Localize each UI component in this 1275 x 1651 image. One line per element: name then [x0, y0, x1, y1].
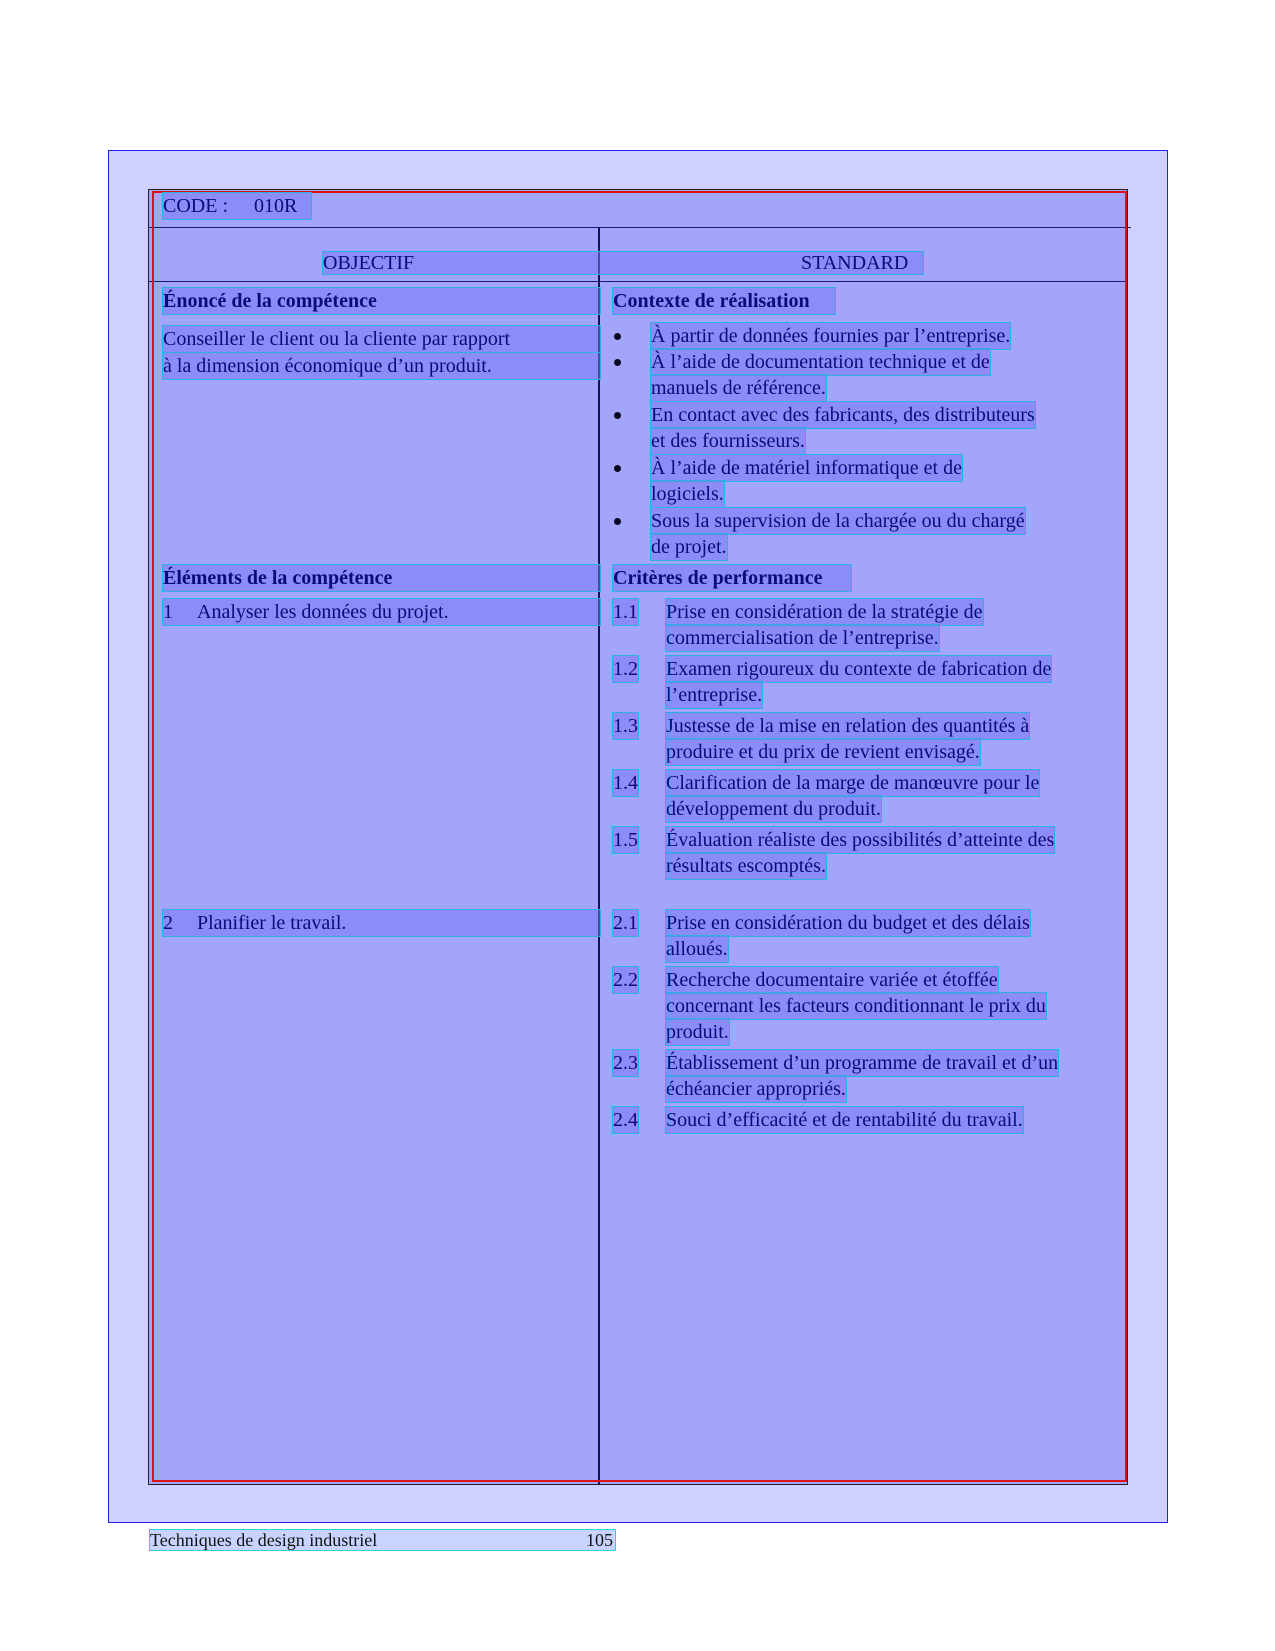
critere-2-1-cont: alloués. — [666, 938, 728, 960]
critere-2-3-cont: échéancier appropriés. — [666, 1078, 846, 1100]
bullet — [614, 412, 621, 419]
critere-2-2: Recherche documentaire variée et étoffée — [666, 969, 998, 991]
critere-1-3: Justesse de la mise en relation des quantités à — [666, 715, 1030, 737]
contexte-item-4: À l’aide de matériel informatique et de — [651, 457, 962, 479]
standard-header: STANDARD — [801, 252, 909, 274]
bullet — [614, 465, 621, 472]
enonce-line-2: à la dimension économique d’un produit. — [163, 353, 600, 379]
critere-number: 1.3 — [613, 715, 638, 737]
element-number: 1 — [163, 601, 173, 623]
contexte-item-5-cont: de projet. — [651, 536, 727, 558]
criteres-title: Critères de performance — [613, 565, 851, 591]
page-footer — [150, 1530, 615, 1550]
bullet — [614, 359, 621, 366]
contexte-item-1: À partir de données fournies par l’entreprise. — [651, 325, 1011, 347]
enonce-title: Énoncé de la compétence — [163, 288, 600, 314]
contexte-item-4-cont: logiciels. — [651, 483, 724, 505]
element-text: Analyser les données du projet. — [197, 601, 449, 623]
contexte-item-2: À l’aide de documentation technique et de — [651, 351, 990, 373]
element-2 — [163, 910, 600, 936]
critere-2-4: Souci d’efficacité et de rentabilité du travail. — [666, 1109, 1023, 1131]
bullet — [614, 518, 621, 525]
bullet — [614, 333, 621, 340]
objectif-header: OBJECTIF — [323, 252, 415, 274]
contexte-item-2-cont: manuels de référence. — [651, 377, 826, 399]
enonce-line-1: Conseiller le client ou la cliente par rapport — [163, 326, 600, 352]
critere-number: 1.1 — [613, 601, 638, 623]
critere-number: 2.4 — [613, 1109, 638, 1131]
critere-1-3-cont: produire et du prix de revient envisagé. — [666, 741, 980, 763]
column-divider — [598, 228, 600, 1485]
critere-number: 2.1 — [613, 912, 638, 934]
page-number: 105 — [586, 1530, 613, 1550]
critere-1-5: Évaluation réaliste des possibilités d’atteinte des — [666, 829, 1055, 851]
contexte-item-3-cont: et des fournisseurs. — [651, 430, 805, 452]
element-text: Planifier le travail. — [197, 912, 347, 934]
element-number: 2 — [163, 912, 173, 934]
critere-number: 2.2 — [613, 969, 638, 991]
critere-number: 1.4 — [613, 772, 638, 794]
header-rule — [148, 227, 1131, 228]
critere-1-2-cont: l’entreprise. — [666, 684, 763, 706]
critere-1-4-cont: développement du produit. — [666, 798, 881, 820]
critere-number: 2.3 — [613, 1052, 638, 1074]
critere-2-2-cont-2: produit. — [666, 1021, 729, 1043]
critere-1-1: Prise en considération de la stratégie de — [666, 601, 983, 623]
contexte-title: Contexte de réalisation — [613, 288, 835, 314]
critere-1-5-cont: résultats escomptés. — [666, 855, 826, 877]
footer-title: Techniques de design industriel — [150, 1530, 378, 1550]
elements-title: Éléments de la compétence — [163, 565, 600, 591]
code-value: 010R — [254, 195, 298, 217]
contexte-item-5: Sous la supervision de la chargée ou du chargé — [651, 510, 1025, 532]
critere-1-2: Examen rigoureux du contexte de fabrication de — [666, 658, 1052, 680]
critere-2-1: Prise en considération du budget et des délais — [666, 912, 1030, 934]
contexte-item-3: En contact avec des fabricants, des distributeurs — [651, 404, 1035, 426]
critere-2-3: Établissement d’un programme de travail et d’un — [666, 1052, 1059, 1074]
critere-number: 1.5 — [613, 829, 638, 851]
critere-1-4: Clarification de la marge de manœuvre pour le — [666, 772, 1040, 794]
column-header-rule — [148, 281, 1128, 282]
critere-1-1-cont: commercialisation de l’entreprise. — [666, 627, 939, 649]
critere-number: 1.2 — [613, 658, 638, 680]
code-label: CODE : — [163, 195, 228, 217]
element-1 — [163, 599, 600, 625]
critere-2-2-cont: concernant les facteurs conditionnant le prix du — [666, 995, 1046, 1017]
code-field — [163, 193, 311, 219]
